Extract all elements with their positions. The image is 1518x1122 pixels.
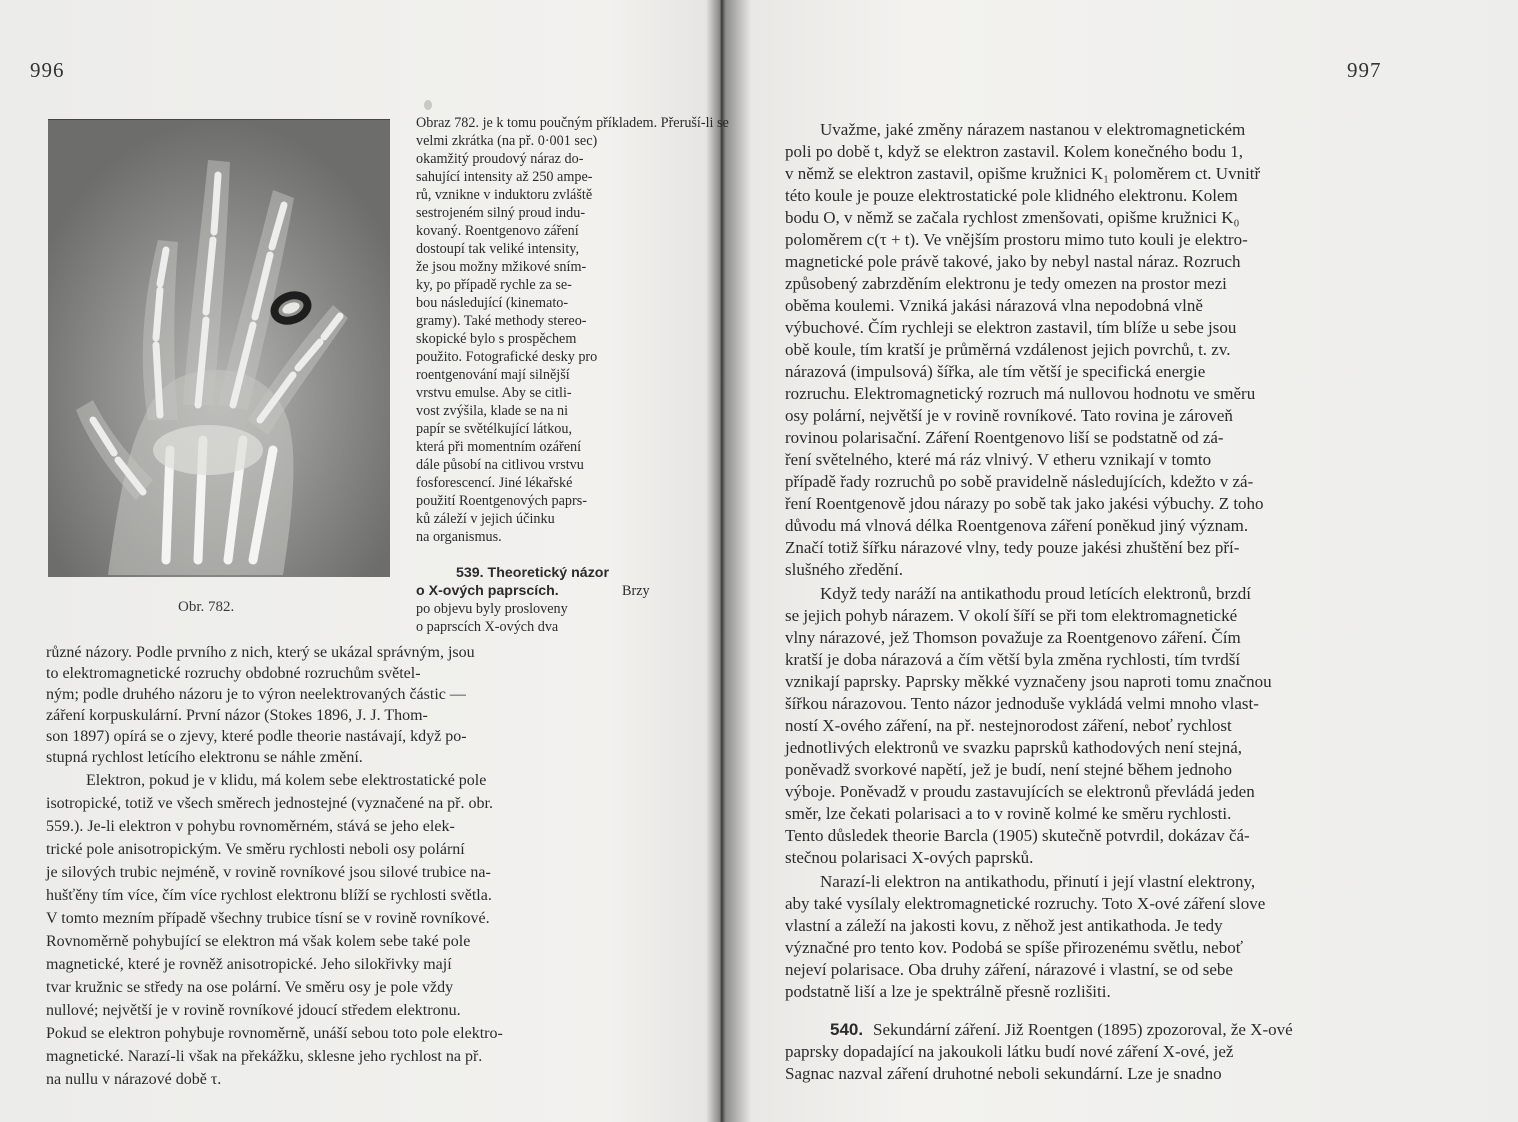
text-line: son 1897) opírá se o zjevy, které podle theorie nastávají, když po- [46, 728, 467, 745]
text-line: roentgenování mají silnější [416, 367, 570, 383]
text-line: sestrojeném silný proud indu- [416, 205, 586, 221]
text-line: jednotlivých elektronů ve svazku paprsků kathodových není stejná, [785, 738, 1242, 757]
text-line: ností X-ového záření, na př. nestejnorodost záření, neboť rychlost [785, 716, 1232, 735]
text-line: aby také vysílaly elektromagnetické rozruchy. Toto X-ové záření slove [785, 894, 1266, 913]
text-line: Elektron, pokud je v klidu, má kolem sebe elektrostatické pole [86, 772, 487, 789]
text-line: vlastní a záleží na jakosti kovu, z něhož jest antikathoda. Je tedy [785, 916, 1223, 935]
text-line: Rovnoměrně pohybující se elektron má však kolem sebe také pole [46, 933, 471, 950]
text-line: Když tedy naráží na antikathodu proud letících elektronů, brzdí [820, 584, 1251, 603]
ink-spot [424, 100, 432, 110]
text-line: isotropické, totiž ve všech směrech jednostejné (vyznačené na př. obr. [46, 795, 493, 812]
section-heading-539: 539. Theoretický názor [456, 565, 609, 581]
page-number-right: 997 [1347, 58, 1382, 82]
right-page [725, 0, 1518, 1122]
text-line: ným; podle druhého názoru je to výron neelektrovaných částic — [46, 686, 466, 703]
text-line: gramy). Také methody stereo- [416, 313, 587, 329]
xray-hand-image [48, 120, 390, 577]
text-line: dále působí na citlivou vrstvu [416, 457, 584, 473]
section-heading-540: Sekundární záření. Již Roentgen (1895) zpozoroval, že X-ové [873, 1020, 1293, 1039]
text-line: Narazí-li elektron na antikathodu, přinutí i její vlastní elektrony, [820, 872, 1256, 891]
text-line: kratší je doba nárazová a čím větší byla změna rychlosti, tím tvrdší [785, 650, 1241, 669]
text-line: nárazová (impulsová) šířka, ale tím větší je specifická energie [785, 362, 1206, 381]
text-line: poli po době t, když se elektron zastavil. Kolem konečného bodu 1, [785, 142, 1243, 161]
text-line: Obraz 782. je k tomu poučným příkladem. Přeruší-li se [416, 115, 729, 131]
text-line: poloměrem c(τ + t). Ve vnějším prostoru mimo tuto kouli je elektro- [785, 230, 1248, 249]
text-line: ření světelného, které má ráz vlnivý. V etheru vznikají v tomto [785, 450, 1212, 469]
text-line: této koule je pouze elektrostatické pole klidného elektronu. Kolem [785, 186, 1238, 205]
text-line: podstatně liší a lze je spektrálně přesně rozlišiti. [785, 982, 1111, 1001]
text-line: skopické bylo s prospěchem [416, 331, 577, 347]
text-line: paprsky dopadající na jakoukoli látku budí nové záření X-ové, jež [785, 1042, 1234, 1061]
text-line: že jsou možny mžikové sním- [416, 259, 587, 275]
text-line: vost zvýšila, klade se na ni [416, 403, 569, 419]
text-line: nejeví polarisace. Oba druhy záření, nárazové i vlastní, se od sebe [785, 960, 1233, 979]
text-line: magnetické pole právě takové, jako by nebyl nastal náraz. Rozruch [785, 252, 1241, 271]
text-line: stupná rychlost letícího elektronu se náhle změní. [46, 749, 363, 766]
text-line: tvar kružnic se středy na ose polární. Ve směru osy je pole vždy [46, 979, 454, 996]
text-line: se jejich pohyb nárazem. V okolí šíří se při tom elektromagnetické [785, 606, 1238, 625]
text-line: význačné pro tento kov. Podobá se spíše přirozenému světlu, neboť [785, 938, 1243, 957]
text-line: to elektromagnetické rozruchy obdobné rozruchům světel- [46, 665, 421, 682]
text-line: velmi zkrátka (na př. 0·001 sec) [416, 133, 598, 149]
section-number-540: 540. [830, 1020, 864, 1039]
text-line: bou následující (kinemato- [416, 295, 569, 311]
text-line: kovaný. Roentgenovo záření [416, 223, 579, 239]
text-line: magnetické. Narazí-li však na překážku, sklesne jeho rychlost na př. [46, 1048, 483, 1065]
text-line: Brzy [622, 583, 650, 599]
text-line: vlny nárazové, jež Thomson považuje za Roentgenovo záření. Čím [785, 628, 1241, 647]
page-number-left: 996 [30, 58, 65, 82]
text-line: směr, lze čekati polarisaci a to v rovině kolmé ke směru rychlosti. [785, 804, 1232, 823]
section-heading-539-cont: o X-ových paprscích. [416, 583, 559, 599]
text-line: o paprscích X-ových dva [416, 619, 559, 635]
text-line: dostoupí tak veliké intensity, [416, 241, 580, 257]
text-line: stečnou polarisaci X-ových paprsků. [785, 848, 1034, 867]
text-line: vrstvu emulse. Aby se citli- [416, 385, 572, 401]
text-line: případě řady rozruchů po sobě pravidelně následujících, kdežto v zá- [785, 472, 1254, 491]
text-line: na nullu v nárazové době τ. [46, 1071, 222, 1088]
text-line: oběma koulemi. Vzniká jakási nárazová vlna nepodobná vlně [785, 296, 1203, 315]
text-line: fosforescencí. Jiné lékařské [416, 475, 573, 491]
text-line: po objevu byly prosloveny [416, 601, 568, 617]
text-line: slušného zředění. [785, 560, 904, 579]
text-line: záření korpuskulární. První názor (Stokes 1896, J. J. Thom- [46, 707, 428, 724]
text-line: sahující intensity až 250 ampe- [416, 169, 593, 185]
text-line: okamžitý proudový náraz do- [416, 151, 584, 167]
text-line: šířkou nárazovou. Tento názor jednoduše vykládá velmi mnoho vlast- [785, 694, 1259, 713]
text-line: výbuchové. Čím rychleji se elektron zastavil, tím blíže u sebe jsou [785, 318, 1237, 337]
text-line: poněvadž svorkové napětí, jež je budí, není stejné během jednoho [785, 760, 1233, 779]
text-line: výboje. Poněvadž v proudu zastavujících se elektronů převládá jeden [785, 782, 1255, 801]
text-line: osy polární, největší je v rovině rovníkové. Tato rovina je zároveň [785, 406, 1233, 425]
figure-caption: Obr. 782. [178, 599, 235, 615]
text-line: v němž se elektron zastavil, opišme kružnici K₁ poloměrem ct. Uvnitř [785, 164, 1261, 183]
text-line: na organismus. [416, 529, 502, 545]
text-line: vznikají paprsky. Paprsky měkké vyznačeny jsou naproti tomu značnou [785, 672, 1272, 691]
text-line: ků záleží v jejich účinku [416, 511, 555, 527]
left-page [0, 0, 729, 1122]
text-line: Sagnac nazval záření druhotné neboli sekundární. Lze je snadno [785, 1064, 1222, 1083]
text-line: Značí totiž šířku nárazové vlny, tedy pouze jakési zhuštění bez pří- [785, 538, 1240, 557]
text-line: rozruchu. Elektromagnetický rozruch má nullovou hodnotu ve směru [785, 384, 1256, 403]
text-line: 559.). Je-li elektron v pohybu rovnoměrném, stává se jeho elek- [46, 818, 455, 835]
text-line: různé názory. Podle prvního z nich, který se ukázal správným, jsou [46, 644, 475, 661]
text-line: Uvažme, jaké změny nárazem nastanou v elektromagnetickém [820, 120, 1246, 139]
text-line: hušťěny tím více, čím více rychlost elektronu blíží se rychlosti světla. [46, 887, 492, 904]
text-line: použití Roentgenových paprs- [416, 493, 587, 509]
text-line: trické pole anisotropickým. Ve směru rychlosti neboli osy polární [46, 841, 465, 858]
text-line: důvodu má vlnová délka Roentgenova záření poněkud jiný význam. [785, 516, 1249, 535]
text-line: rovinou polarisační. Záření Roentgenovo liší se podstatně od zá- [785, 428, 1224, 447]
text-line: papír se světélkující látkou, [416, 421, 573, 437]
text-line: Tento důsledek theorie Barcla (1905) skutečně potvrdil, dokázav čá- [785, 826, 1250, 845]
text-line: V tomto mezním případě všechny trubice tísní se v rovině rovníkové. [46, 910, 490, 927]
xray-hand-figure [48, 119, 390, 577]
text-line: obě koule, tím kratší je průměrná vzdálenost jejich povrchů, t. zv. [785, 340, 1231, 359]
text-line: magnetické, které je rovněž anisotropické. Jeho silokřivky mají [46, 956, 452, 973]
text-line: ky, po případě rychle za se- [416, 277, 572, 293]
text-line: rů, vznikne v induktoru zvláště [416, 187, 593, 203]
text-line: ření Roentgenově jdou nárazy po sobě tak jako jakési výbuchy. Z toho [785, 494, 1264, 513]
text-line: použito. Fotografické desky pro [416, 349, 598, 365]
text-line: která při momentním ozáření [416, 439, 582, 455]
text-line: je silových trubic nejméně, v rovině rovníkové jsou silové trubice na- [46, 864, 491, 881]
text-line: nullové; největší je v rovině rovníkové jdoucí středem elektronu. [46, 1002, 461, 1019]
text-line: bodu O, v němž se začala rychlost zmenšovati, opišme kružnici K₀ [785, 208, 1240, 227]
text-line: způsobený zabrzděním elektronu je tedy omezen na prostor mezi [785, 274, 1227, 293]
text-line: Pokud se elektron pohybuje rovnoměrně, unáší sebou toto pole elektro- [46, 1025, 503, 1042]
